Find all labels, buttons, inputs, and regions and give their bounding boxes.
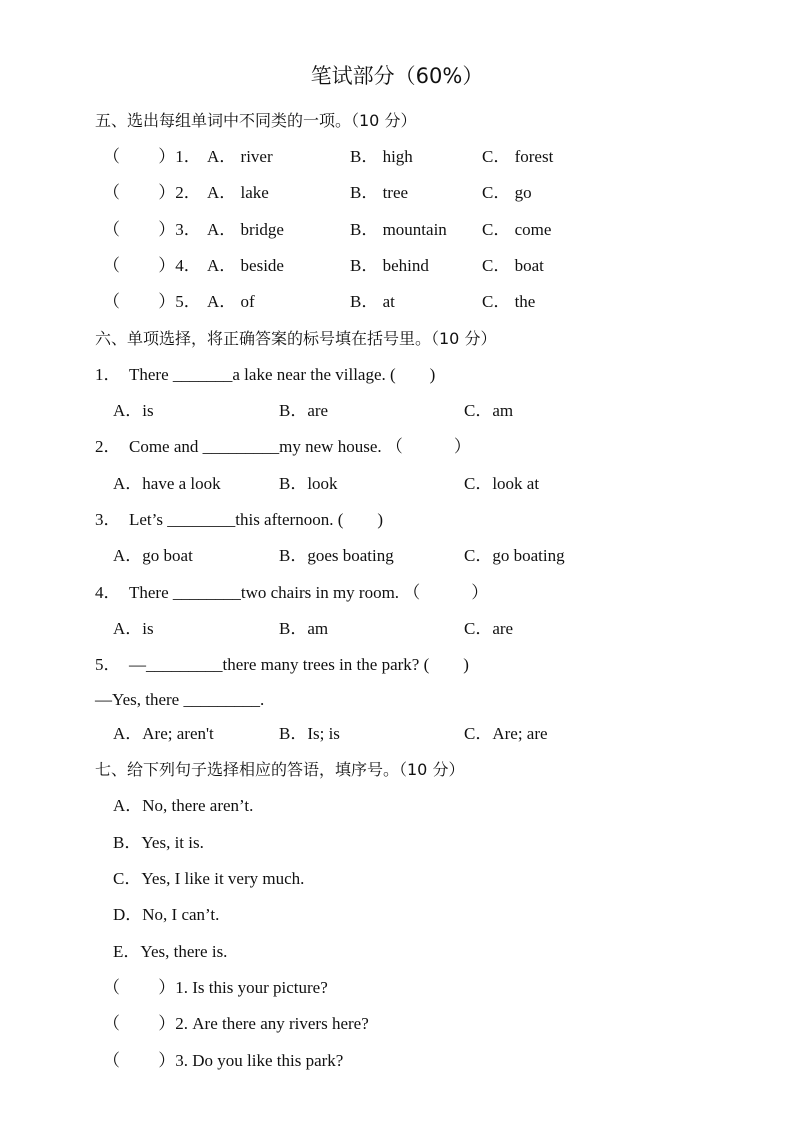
option-c: C． go [482, 183, 532, 202]
question-stem: 5． —_________there many trees in the park? ( ) [95, 655, 469, 674]
option-b: B． high [350, 147, 413, 166]
option-a: A．is [113, 401, 154, 420]
option-a: A． bridge [207, 220, 284, 239]
option-c: C．go boating [464, 546, 565, 565]
option-a: A． lake [207, 183, 269, 202]
option-b: B．Is; is [279, 724, 340, 743]
option-a: A．have a look [113, 474, 221, 493]
section-7-heading: 七、给下列句子选择相应的答语，填序号。（10 分） [95, 760, 465, 779]
option-b: B． tree [350, 183, 409, 202]
answer-blank: （ ）2． [103, 183, 201, 202]
matching-question: （ ）1. Is this your picture? [103, 978, 328, 997]
option-a: A．Are; aren't [113, 724, 214, 743]
answer-choice: B．Yes, it is. [113, 833, 204, 852]
question-stem: 1． There _______a lake near the village. ( ) [95, 365, 436, 384]
section-5-heading: 五、选出每组单词中不同类的一项。（10 分） [95, 111, 417, 130]
option-c: C．Are; are [464, 724, 548, 743]
option-b: B．look [279, 474, 338, 493]
option-b: B． at [350, 292, 395, 311]
option-c: C．look at [464, 474, 540, 493]
option-b: B． behind [350, 256, 429, 275]
question-stem: 2． Come and _________my new house. （ ） [95, 437, 471, 456]
answer-choice: E．Yes, there is. [113, 942, 228, 961]
answer-choice: C．Yes, I like it very much. [113, 869, 305, 888]
option-a: A．go boat [113, 546, 193, 565]
section-6-heading: 六、单项选择，将正确答案的标号填在括号里。（10 分） [95, 329, 497, 348]
option-a: A． river [207, 147, 273, 166]
option-c: C． the [482, 292, 536, 311]
page-title: 笔试部分（60%） [310, 64, 484, 88]
option-b: B．are [279, 401, 329, 420]
answer-blank: （ ）4． [103, 256, 201, 275]
option-c: C．are [464, 619, 514, 638]
answer-blank: （ ）1． [103, 147, 201, 166]
matching-question: （ ）3. Do you like this park? [103, 1051, 344, 1070]
answer-choice: D．No, I can’t. [113, 905, 220, 924]
option-c: C． forest [482, 147, 554, 166]
option-a: A． beside [207, 256, 284, 275]
option-a: A． of [207, 292, 255, 311]
option-c: C．am [464, 401, 514, 420]
option-b: B．am [279, 619, 329, 638]
option-b: B．goes boating [279, 546, 394, 565]
option-b: B． mountain [350, 220, 447, 239]
question-stem: 3． Let’s ________this afternoon. ( ) [95, 510, 384, 529]
option-c: C． come [482, 220, 552, 239]
option-c: C． boat [482, 256, 544, 275]
option-a: A．is [113, 619, 154, 638]
matching-question: （ ）2. Are there any rivers here? [103, 1014, 369, 1033]
question-stem: 4． There ________two chairs in my room. （ ） [95, 583, 489, 602]
answer-blank: （ ）3． [103, 220, 201, 239]
answer-blank: （ ）5． [103, 292, 201, 311]
question-stem-reply: —Yes, there _________. [95, 690, 265, 709]
answer-choice: A．No, there aren’t. [113, 796, 254, 815]
